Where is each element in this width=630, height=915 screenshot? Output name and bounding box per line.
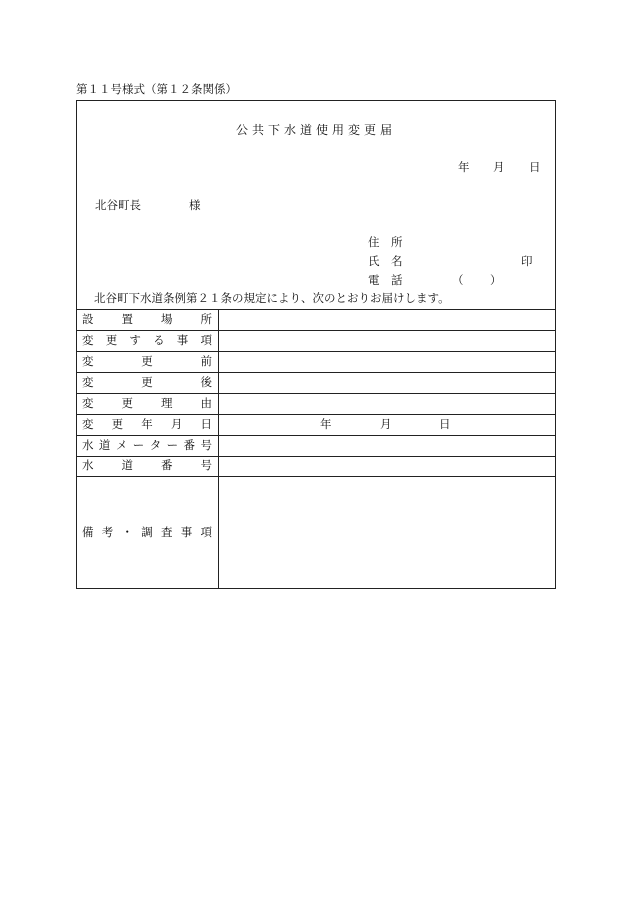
label-char: 考 bbox=[101, 525, 114, 539]
label-char: 変 bbox=[82, 396, 94, 410]
label-char: 場 bbox=[161, 312, 173, 326]
table-line bbox=[76, 351, 556, 352]
label-char: 変 bbox=[82, 333, 94, 347]
row-label-meter-number bbox=[82, 440, 212, 452]
label-char: 備 bbox=[82, 525, 94, 539]
label-char: 査 bbox=[161, 525, 173, 539]
table-line bbox=[76, 456, 556, 457]
label-char: 水 bbox=[82, 458, 94, 472]
row-label-change-date bbox=[82, 419, 212, 431]
row-label-change-reason bbox=[82, 398, 212, 410]
table-line bbox=[76, 476, 556, 477]
label-char: 事 bbox=[180, 525, 193, 539]
label-char: る bbox=[153, 333, 165, 347]
table-line bbox=[76, 435, 556, 436]
label-char: 事 bbox=[176, 333, 189, 347]
label-char: 番 bbox=[161, 458, 173, 472]
value-changed-item[interactable] bbox=[222, 335, 552, 349]
table-line bbox=[76, 414, 556, 415]
label-char: 変 bbox=[82, 417, 94, 431]
label-char: ー bbox=[132, 438, 145, 452]
label-char: 変 bbox=[82, 375, 94, 389]
label-char: 番 bbox=[183, 438, 196, 452]
value-remarks[interactable] bbox=[222, 480, 552, 584]
name-label: 氏 名 bbox=[368, 254, 403, 268]
addressee-name: 北谷町長 bbox=[95, 198, 141, 212]
phone-paren-close: ） bbox=[490, 273, 502, 287]
label-char: 項 bbox=[200, 333, 212, 347]
phone-paren-open: （ bbox=[452, 273, 464, 287]
row-label-installation-site bbox=[82, 314, 212, 326]
form-number: 第１１号様式（第１２条関係） bbox=[76, 82, 237, 96]
row-label-remarks bbox=[82, 527, 212, 539]
label-char: 由 bbox=[200, 396, 212, 410]
table-line bbox=[76, 393, 556, 394]
label-char: 道 bbox=[98, 438, 111, 452]
label-char: 置 bbox=[121, 312, 133, 326]
label-char: タ bbox=[149, 438, 162, 452]
label-char: 日 bbox=[200, 417, 212, 431]
label-char: 前 bbox=[200, 354, 212, 368]
row-label-water-number bbox=[82, 460, 212, 472]
label-char: 水 bbox=[82, 438, 94, 452]
value-change-reason[interactable] bbox=[222, 398, 552, 412]
table-column-divider bbox=[218, 309, 219, 589]
label-char: 理 bbox=[161, 396, 173, 410]
date-month: 月 bbox=[493, 160, 505, 174]
label-char: 月 bbox=[170, 417, 183, 431]
label-char: 後 bbox=[200, 375, 212, 389]
label-char: 調 bbox=[141, 525, 153, 539]
label-char: ・ bbox=[121, 525, 133, 539]
label-char: 更 bbox=[141, 375, 153, 389]
label-char: す bbox=[129, 333, 141, 347]
address-label: 住 所 bbox=[368, 235, 403, 249]
form-title: 公共下水道使用変更届 bbox=[235, 123, 396, 137]
row-label-changed-item bbox=[82, 335, 212, 347]
table-line bbox=[76, 309, 556, 310]
label-char: 号 bbox=[200, 458, 212, 472]
row-label-before-change bbox=[82, 356, 212, 368]
addressee-honorific: 様 bbox=[189, 198, 201, 212]
date-year: 年 bbox=[458, 160, 470, 174]
change-date-year: 年 bbox=[320, 417, 332, 431]
change-date-month: 月 bbox=[380, 417, 392, 431]
table-line bbox=[76, 372, 556, 373]
label-char: 更 bbox=[111, 417, 124, 431]
seal-mark: 印 bbox=[521, 254, 533, 268]
date-day: 日 bbox=[529, 160, 541, 174]
value-water-number[interactable] bbox=[222, 460, 552, 474]
label-char: 更 bbox=[121, 396, 133, 410]
label-char: 号 bbox=[200, 438, 212, 452]
label-char: 道 bbox=[121, 458, 133, 472]
label-char: 更 bbox=[105, 333, 118, 347]
change-date-day: 日 bbox=[439, 417, 451, 431]
row-label-after-change bbox=[82, 377, 212, 389]
value-meter-number[interactable] bbox=[222, 440, 552, 454]
phone-label: 電 話 bbox=[368, 273, 403, 287]
value-after-change[interactable] bbox=[222, 377, 552, 391]
declaration-text: 北谷町下水道条例第２１条の規定により、次のとおりお届けします。 bbox=[94, 291, 450, 305]
label-char: 変 bbox=[82, 354, 94, 368]
label-char: 所 bbox=[200, 312, 212, 326]
label-char: 年 bbox=[141, 417, 153, 431]
value-installation-site[interactable] bbox=[222, 314, 552, 328]
table-line bbox=[76, 330, 556, 331]
label-char: 項 bbox=[200, 525, 212, 539]
label-char: メ bbox=[115, 438, 128, 452]
label-char: ー bbox=[166, 438, 179, 452]
label-char: 更 bbox=[141, 354, 153, 368]
value-before-change[interactable] bbox=[222, 356, 552, 370]
label-char: 設 bbox=[82, 312, 94, 326]
